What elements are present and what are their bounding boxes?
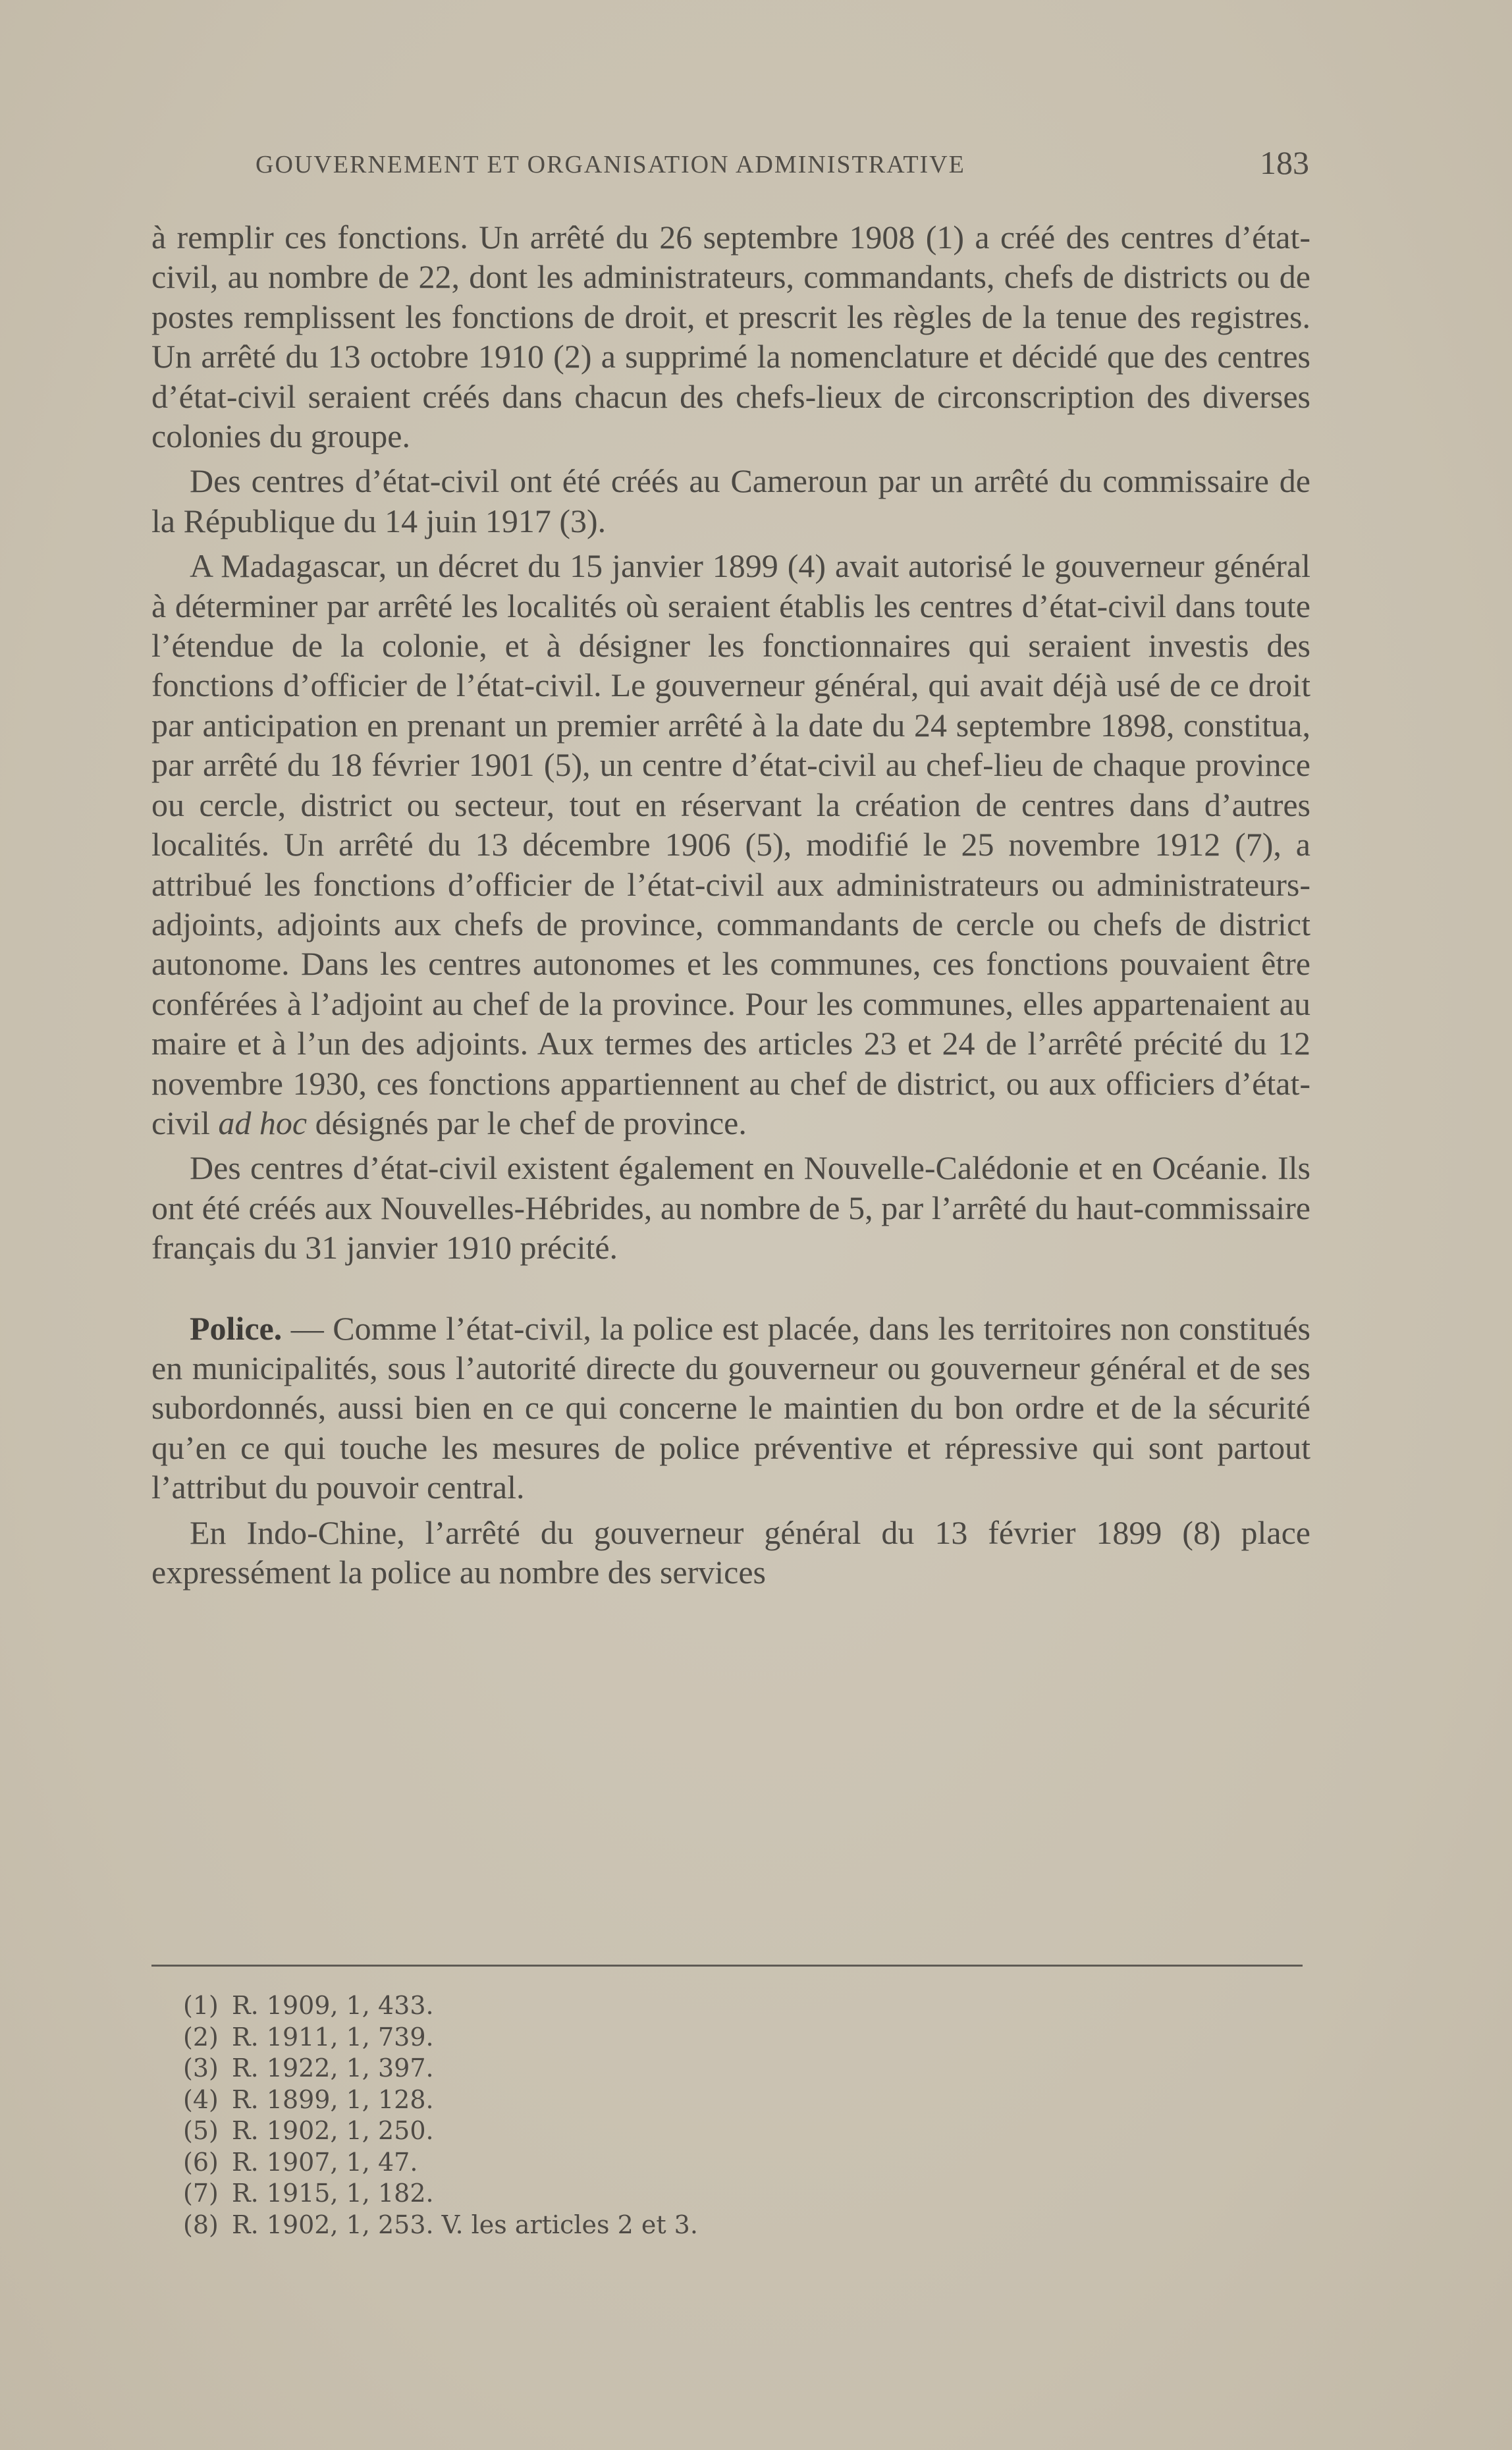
footnote — [183, 2210, 1105, 2241]
paragraph-2: Des centres d’état-civil ont été créés au Cameroun par un arrêté du commissaire de la République du 14 juin 1917 (3). — [151, 462, 1310, 539]
footnote-divider — [151, 1965, 1303, 1967]
paragraph-3 — [151, 546, 1310, 1143]
paragraph-3-italic: ad hoc — [218, 1104, 308, 1141]
footnote-number: (3) — [183, 2054, 219, 2082]
footnote-text: R. 1922, 1, 397. — [232, 2054, 434, 2082]
section-heading-police: Police. — [190, 1309, 283, 1347]
page-header — [256, 144, 1309, 190]
paragraph-3-end: désignés par le chef de province. — [315, 1104, 747, 1141]
footnote-text: R. 1902, 1, 250. — [232, 2116, 434, 2145]
footnote — [183, 2084, 1105, 2116]
running-title: GOUVERNEMENT ET ORGANISATION ADMINISTRATIVE — [256, 151, 965, 178]
footnote-text: R. 1899, 1, 128. — [232, 2084, 434, 2114]
body-text — [151, 217, 1310, 1592]
paragraph-6: En Indo-Chine, l’arrêté du gouverneur général du 13 février 1899 (8) place expressément la police au nombre des services — [151, 1513, 1310, 1591]
footnote — [183, 2022, 1105, 2054]
footnote-number: (1) — [183, 1991, 219, 2020]
footnote-number: (7) — [183, 2179, 219, 2208]
footnote-text: R. 1909, 1, 433. — [232, 1991, 434, 2020]
footnote-number: (6) — [183, 2147, 219, 2177]
footnote-number: (5) — [183, 2116, 219, 2145]
footnote-text: R. 1911, 1, 739. — [232, 2022, 434, 2052]
paragraph-police — [151, 1309, 1310, 1508]
paragraph-police-text: — Comme l’état-civil, la police est placée, dans les territoires non constitués en municipalités, sous l’autorité directe du gouverneur ou gouverneur général et de ses subordonnés, aussi bien en ce qui concerne le maintien du bon ordre et de la sécurité qu’en ce qui touche les mesures de police préventive et répressive qui sont partout l’attribut du pouvoir central. — [151, 1309, 1311, 1506]
footnote — [183, 2115, 1105, 2147]
footnote-number: (4) — [183, 2084, 219, 2114]
footnote — [183, 2147, 1105, 2179]
footnote — [183, 1990, 1105, 2022]
footnote-text: R. 1902, 1, 253. V. les articles 2 et 3. — [232, 2210, 698, 2239]
footnote — [183, 2178, 1105, 2210]
page-number: 183 — [1260, 144, 1309, 181]
paragraph-1: à remplir ces fonctions. Un arrêté du 26 septembre 1908 (1) a créé des centres d’état-civil, au nombre de 22, dont les administrateurs, commandants, chefs de districts ou de postes remplissent les fonctions de droit, et prescrit les règles de la tenue des registres. Un arrêté du 13 octobre 1910 (2) a supprimé la nomenclature et décidé que des centres d’état-civil seraient créés dans chacun des chefs-lieux de circonscription des diverses colonies du groupe. — [151, 219, 1310, 455]
footnote-text: R. 1907, 1, 47. — [232, 2147, 418, 2177]
footnotes — [183, 1990, 1105, 2241]
footnote-number: (2) — [183, 2022, 219, 2052]
paragraph-4: Des centres d’état-civil existent également en Nouvelle-Calédonie et en Océanie. Ils ont été créés aux Nouvelles-Hébrides, au nombre de 5, par l’arrêté du haut-commissaire français du 31 janvier 1910 précité. — [151, 1149, 1310, 1266]
footnote — [183, 2053, 1105, 2084]
footnote-text: R. 1915, 1, 182. — [232, 2179, 434, 2208]
footnote-number: (8) — [183, 2210, 219, 2239]
paragraph-3-text: A Madagascar, un décret du 15 janvier 1899 (4) avait autorisé le gouverneur général à déterminer par arrêté les localités où seraient établis les centres d’état-civil dans toute l’étendue de la colonie, et à désigner les fonctionnaires qui seraient investis des fonctions d’officier de l’état-civil. Le gouverneur général, qui avait déjà usé de ce droit par anticipation en prenant un premier arrêté à la date du 24 septembre 1898, constitua, par arrêté du 18 février 1901 (5), un centre d’état-civil au chef-lieu de chaque province ou cercle, district ou secteur, tout en réservant la création de centres dans d’autres localités. Un arrêté du 13 décembre 1906 (5), modifié le 25 novembre 1912 (7), a attribué les fonctions d’officier de l’état-civil aux administrateurs ou administrateurs-adjoints, adjoints aux chefs de province, commandants de cercle ou chefs de district autonome. Dans les centres autonomes et les communes, ces fonctions pouvaient être conférées à l’adjoint au chef de la province. Pour les communes, elles appartenaient au maire et à l’un des adjoints. Aux termes des articles 23 et 24 de l’arrêté précité du 12 novembre 1930, ces fonctions appartiennent au chef de district, ou aux officiers d’état-civil — [151, 547, 1310, 1141]
